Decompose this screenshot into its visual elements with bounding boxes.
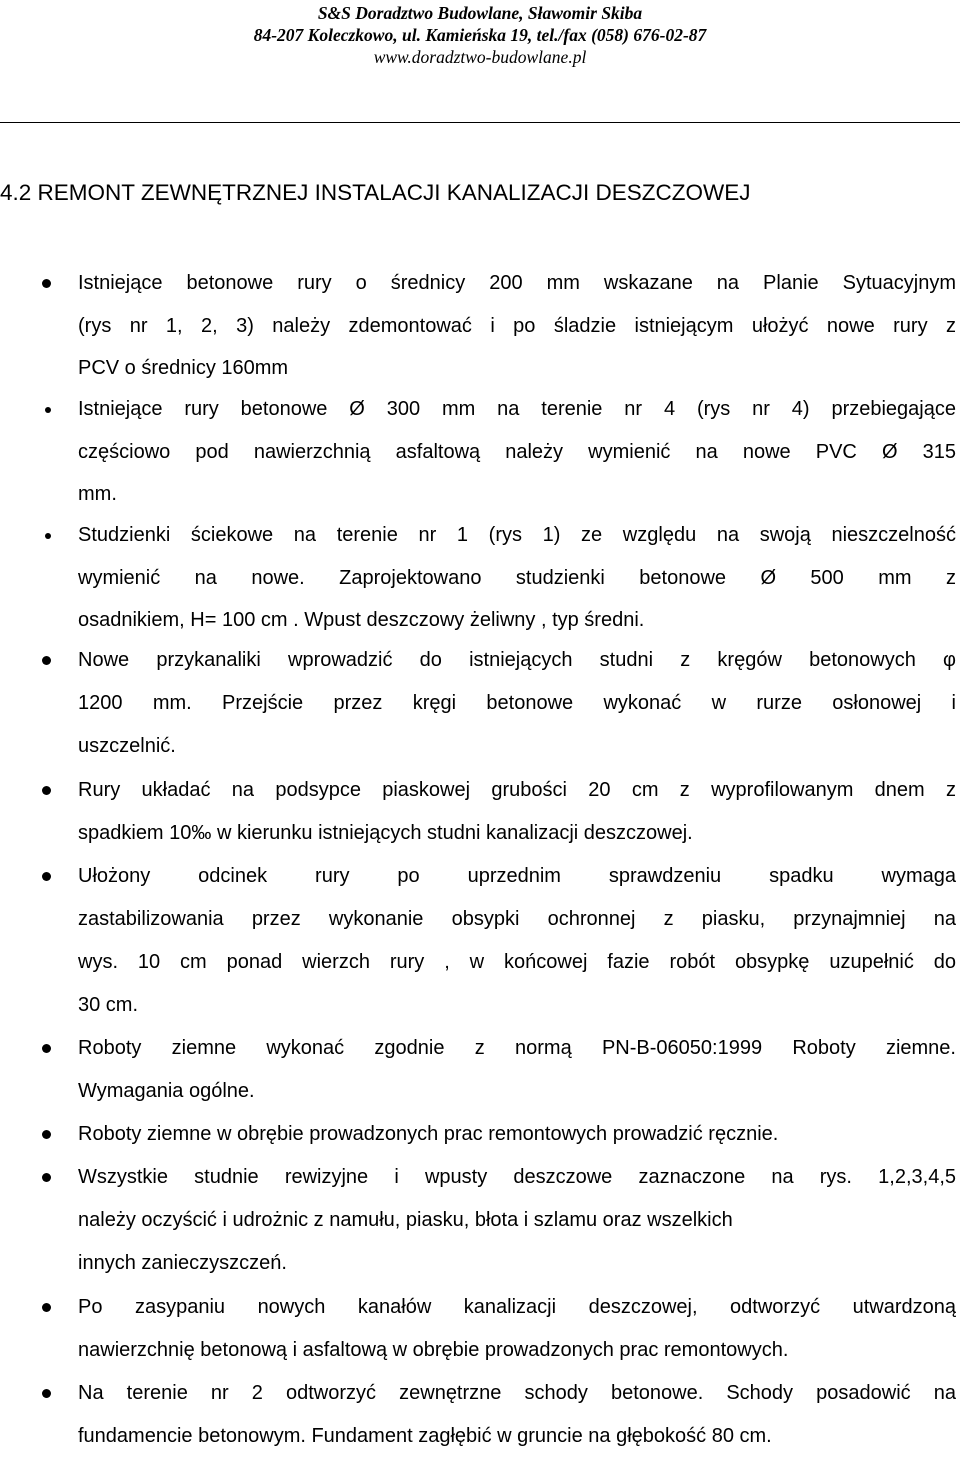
company-address: 84-207 Koleczkowo, ul. Kamieńska 19, tel./fax (058) 676-02-87 xyxy=(253,25,707,45)
item-line: osadnikiem, H= 100 cm . Wpust deszczowy żeliwny , typ średni. xyxy=(78,609,645,631)
list-item xyxy=(78,1113,956,1156)
item-line: mm. xyxy=(78,483,117,505)
item-line: Istniejące rury betonowe Ø 300 mm na terenie nr 4 (rys nr 4) przebiegające xyxy=(78,398,956,420)
item-line: Ułożony odcinek rury po uprzednim sprawdzeniu spadku wymaga xyxy=(78,865,956,887)
bullet-icon xyxy=(42,1173,51,1182)
item-line: Nowe przykanaliki wprowadzić do istniejących studni z kręgów betonowych φ xyxy=(78,649,956,671)
document-header xyxy=(0,0,960,68)
item-line: Na terenie nr 2 odtworzyć zewnętrzne schody betonowe. Schody posadowić na xyxy=(78,1382,956,1404)
item-line: wymienić na nowe. Zaprojektowano studzienki betonowe Ø 500 mm z xyxy=(78,566,956,589)
item-line: Rury układać na podsypce piaskowej grubości 20 cm z wyprofilowanym dnem z xyxy=(78,779,956,801)
list-item xyxy=(78,1372,956,1458)
list-item xyxy=(78,514,956,642)
bullet-icon xyxy=(42,1303,51,1312)
header-divider xyxy=(0,122,960,123)
company-website: www.doradztwo-budowlane.pl xyxy=(373,47,587,67)
item-line: 1200 mm. Przejście przez kręgi betonowe wykonać w rurze osłonowej i xyxy=(78,692,956,714)
section-title: 4.2 REMONT ZEWNĘTRZNEJ INSTALACJI KANALIZACJI DESZCZOWEJ xyxy=(0,180,751,205)
item-line: wys. 10 cm ponad wierzch rury , w końcowej fazie robót obsypkę uzupełnić do xyxy=(78,951,956,973)
item-line: Istniejące betonowe rury o średnicy 200 mm wskazane na Planie Sytuacyjnym xyxy=(78,272,956,294)
item-line: Roboty ziemne wykonać zgodnie z normą PN-B-06050:1999 Roboty ziemne. xyxy=(78,1037,956,1059)
bullet-icon xyxy=(42,1130,51,1139)
item-line: Wszystkie studnie rewizyjne i wpusty deszczowe zaznaczone na rys. 1,2,3,4,5 xyxy=(78,1166,956,1188)
item-line: spadkiem 10‰ w kierunku istniejących studni kanalizacji deszczowej. xyxy=(78,822,693,844)
item-line: częściowo pod nawierzchnią asfaltową należy wymienić na nowe PVC Ø 315 xyxy=(78,440,956,463)
bullet-icon xyxy=(45,407,51,413)
list-item xyxy=(78,1286,956,1372)
item-line: Po zasypaniu nowych kanałów kanalizacji deszczowej, odtworzyć utwardzoną xyxy=(78,1296,956,1318)
item-line: innych zanieczyszczeń. xyxy=(78,1252,287,1274)
list-item xyxy=(78,262,956,390)
item-line: Wymagania ogólne. xyxy=(78,1080,255,1102)
list-item xyxy=(78,1156,956,1285)
item-line: (rys nr 1, 2, 3) należy zdemontować i po śladzie istniejącym ułożyć nowe rury z xyxy=(78,314,956,337)
company-name: S&S Doradztwo Budowlane, Sławomir Skiba xyxy=(317,3,643,23)
bullet-icon xyxy=(42,656,51,665)
list-item xyxy=(78,855,956,1027)
item-line: Roboty ziemne w obrębie prowadzonych prac remontowych prowadzić ręcznie. xyxy=(78,1123,779,1145)
item-line: uszczelnić. xyxy=(78,735,176,757)
bullet-icon xyxy=(42,786,51,795)
item-line: 30 cm. xyxy=(78,994,139,1016)
list-item xyxy=(78,769,956,855)
list-item xyxy=(78,388,956,516)
list-item xyxy=(78,639,956,768)
item-line: fundamencie betonowym. Fundament zagłębić w gruncie na głębokość 80 cm. xyxy=(78,1425,772,1447)
item-line: nawierzchnię betonową i asfaltową w obrębie prowadzonych prac remontowych. xyxy=(78,1339,789,1361)
item-line: zastabilizowania przez wykonanie obsypki ochronnej z piasku, przynajmniej na xyxy=(78,908,956,930)
bullet-icon xyxy=(42,1044,51,1053)
list-item xyxy=(78,1027,956,1113)
bullet-icon xyxy=(42,872,51,881)
bullet-icon xyxy=(42,1389,51,1398)
bullet-icon xyxy=(42,279,51,288)
item-line: Studzienki ściekowe na terenie nr 1 (rys 1) ze względu na swoją nieszczelność xyxy=(78,524,956,546)
bullet-icon xyxy=(45,533,51,539)
item-line: należy oczyścić i udrożnic z namułu, piasku, błota i szlamu oraz wszelkich xyxy=(78,1209,733,1231)
item-line: PCV o średnicy 160mm xyxy=(78,357,289,379)
